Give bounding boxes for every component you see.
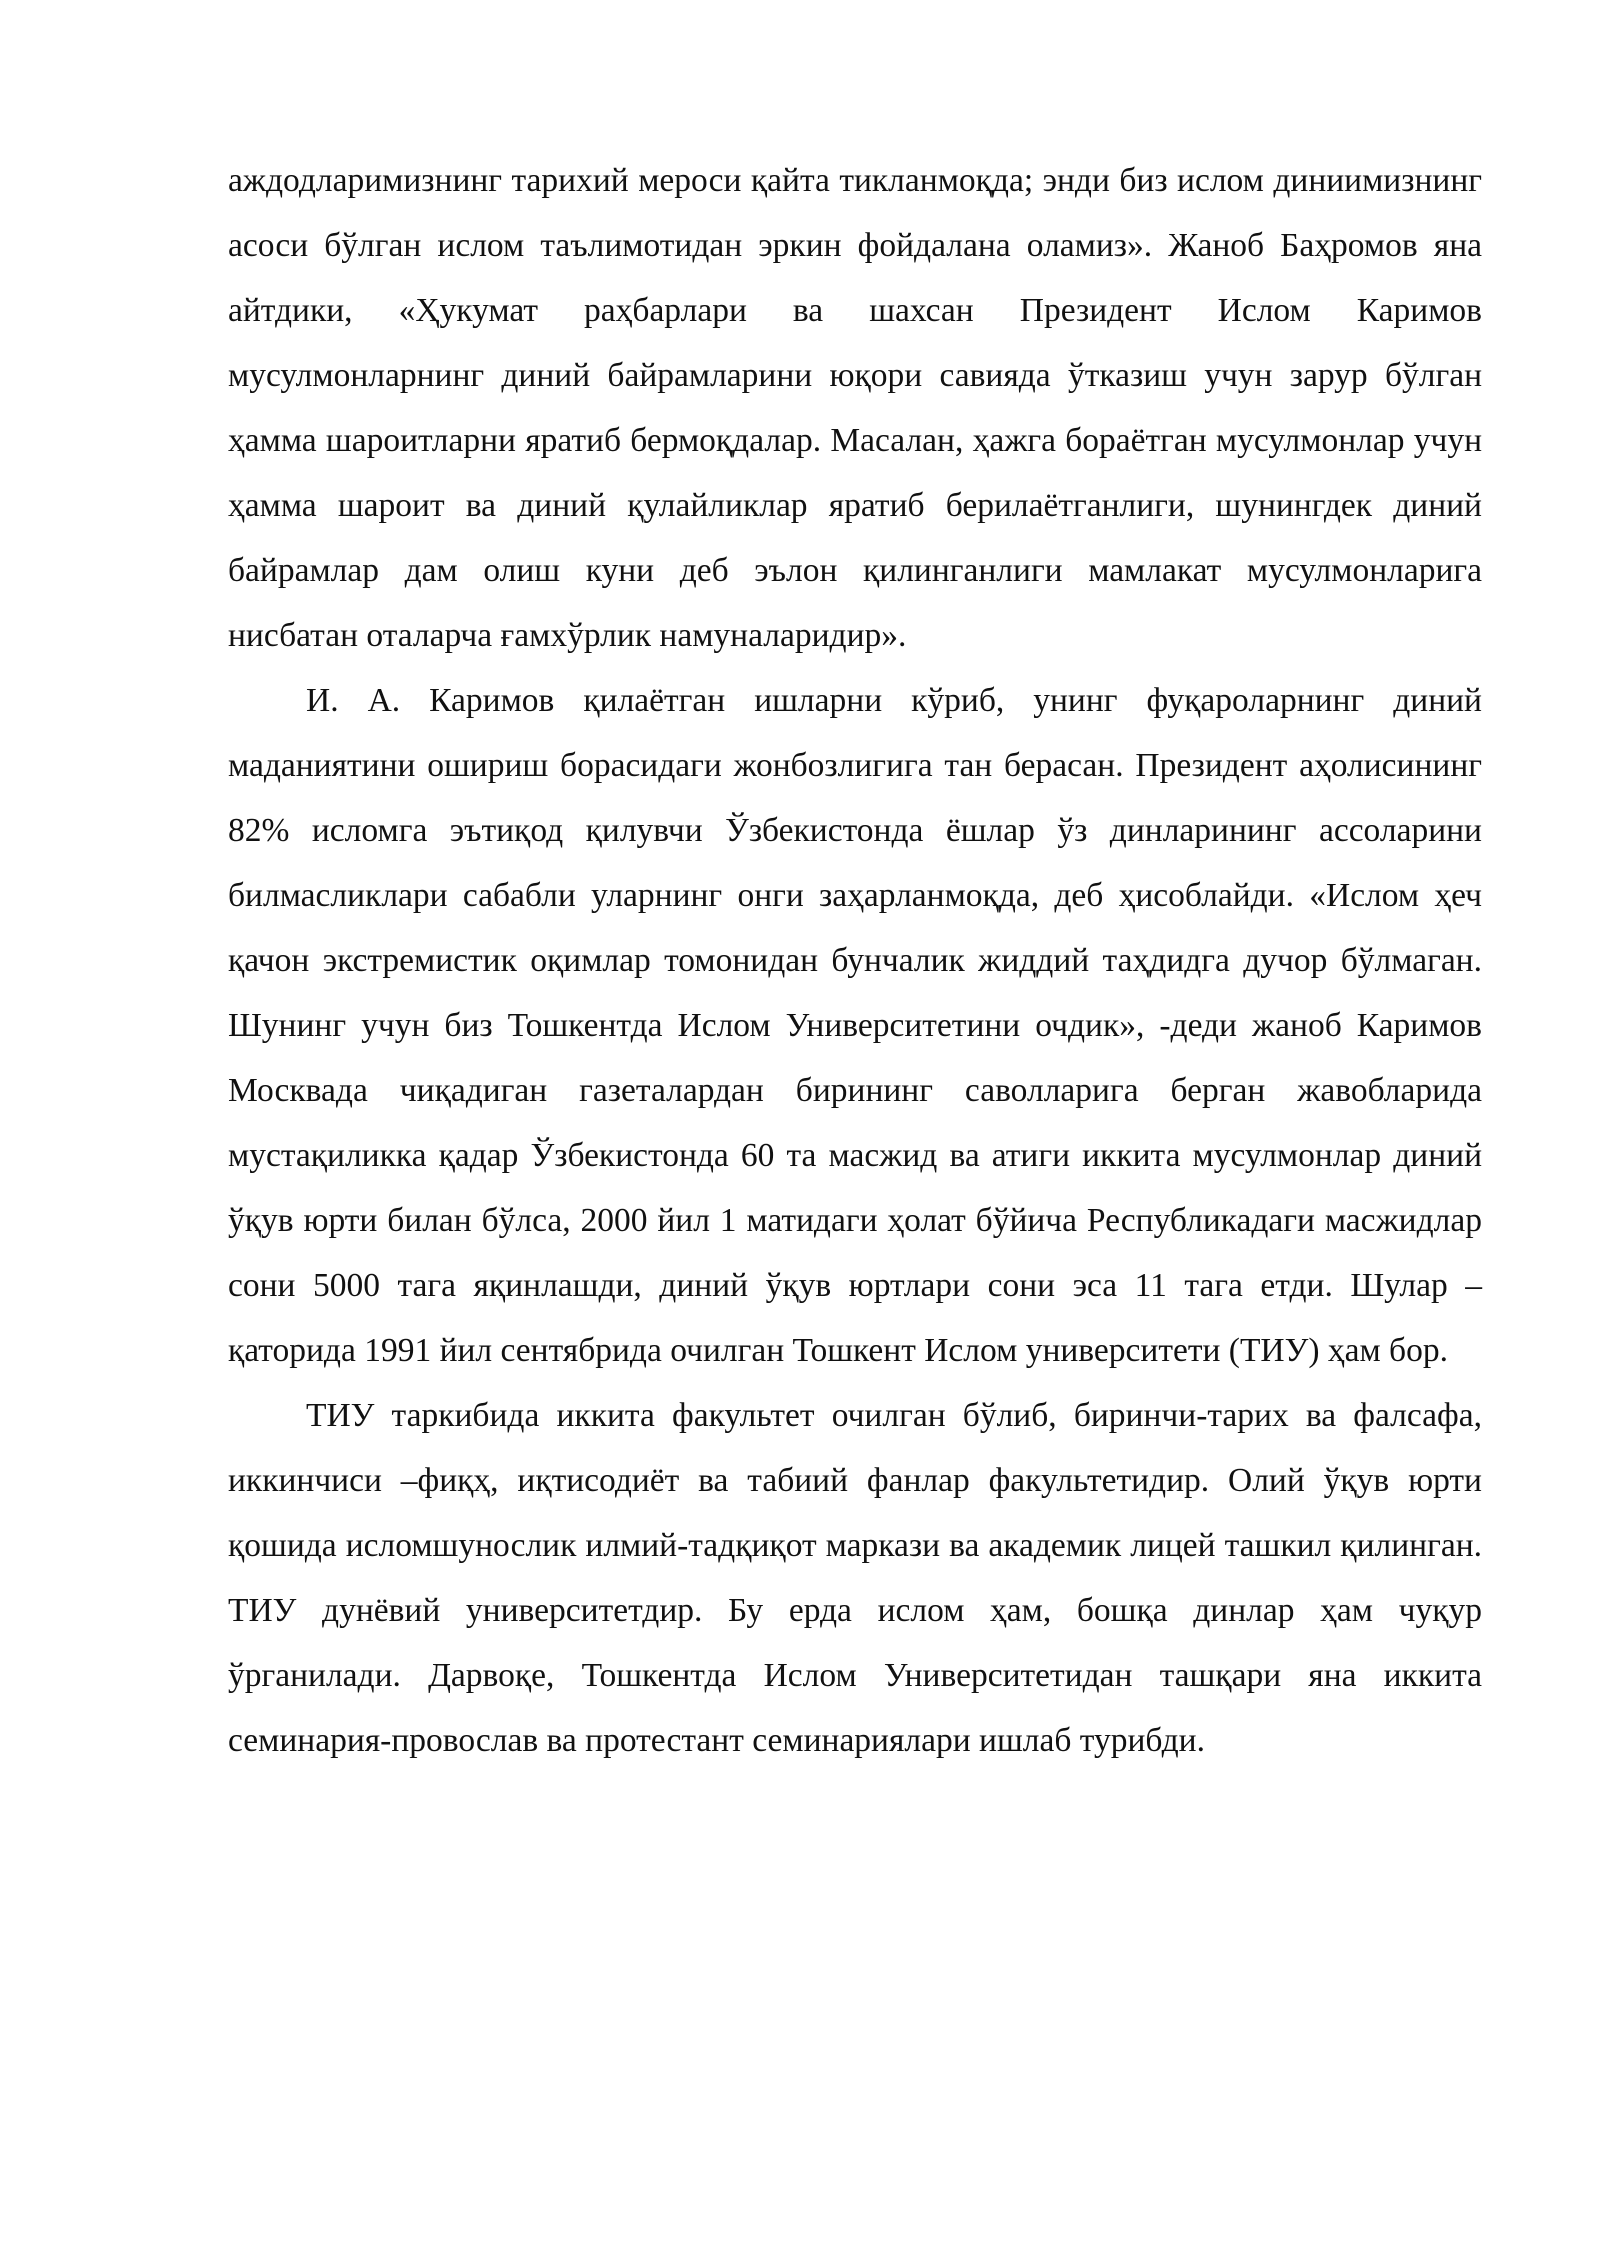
- paragraph-continuation: аждодларимизнинг тарихий мероси қайта тикланмоқда; энди биз ислом диниимизнинг асоси бўлган ислом таълимотидан эркин фойдалана оламиз». Жаноб Баҳромов яна айтдики, «Ҳукумат раҳбарлари ва шахсан Президент Ислом Каримов мусулмонларнинг диний байрамларини юқори савияда ўтказиш учун зарур бўлган ҳамма шароитларни яратиб бермоқдалар. Масалан, ҳажга бораётган мусулмонлар учун ҳамма шароит ва диний қулайликлар яратиб берилаётганлиги, шунингдек диний байрамлар дам олиш куни деб эълон қилинганлиги мамлакат мусулмонларига нисбатан оталарча ғамхўрлик намуналаридир».: [228, 162, 1482, 654]
- document-body: [228, 148, 1482, 1773]
- paragraph-tiu-faculties: ТИУ таркибида иккита факультет очилган бўлиб, биринчи-тарих ва фалсафа, иккинчиси –фиқҳ, иқтисодиёт ва табиий фанлар факультетидир. Олий ўқув юрти қошида исломшунослик илмий-тадқиқот маркази ва академик лицей ташкил қилинган. ТИУ дунёвий университетдир. Бу ерда ислом ҳам, бошқа динлар ҳам чуқур ўрганилади. Дарвоқе, Тошкентда Ислом Университетидан ташқари яна иккита семинария-провослав ва протестант семинариялари ишлаб турибди.: [228, 1397, 1482, 1759]
- paragraph-karimov: И. А. Каримов қилаётган ишларни кўриб, унинг фуқароларнинг диний маданиятини ошириш борасидаги жонбозлигига тан берасан. Президент аҳолисининг 82% исломга эътиқод қилувчи Ўзбекистонда ёшлар ўз динларининг ассоларини билмасликлари сабабли уларнинг онги заҳарланмоқда, деб ҳисоблайди. «Ислом ҳеч қачон экстремистик оқимлар томонидан бунчалик жиддий таҳдидга дучор бўлмаган. Шунинг учун биз Тошкентда Ислом Университетини очдик», -деди жаноб Каримов Москвада чиқадиган газеталардан бирининг саволларига берган жавобларида мустақиликка қадар Ўзбекистонда 60 та масжид ва атиги иккита мусулмонлар диний ўқув юрти билан бўлса, 2000 йил 1 матидаги ҳолат бўйича Республикадаги масжидлар сони 5000 тага яқинлашди, диний ўқув юртлари сони эса 11 тага етди. Шулар –қаторида 1991 йил сентябрида очилган Тошкент Ислом университети (ТИУ) ҳам бор.: [228, 682, 1482, 1369]
